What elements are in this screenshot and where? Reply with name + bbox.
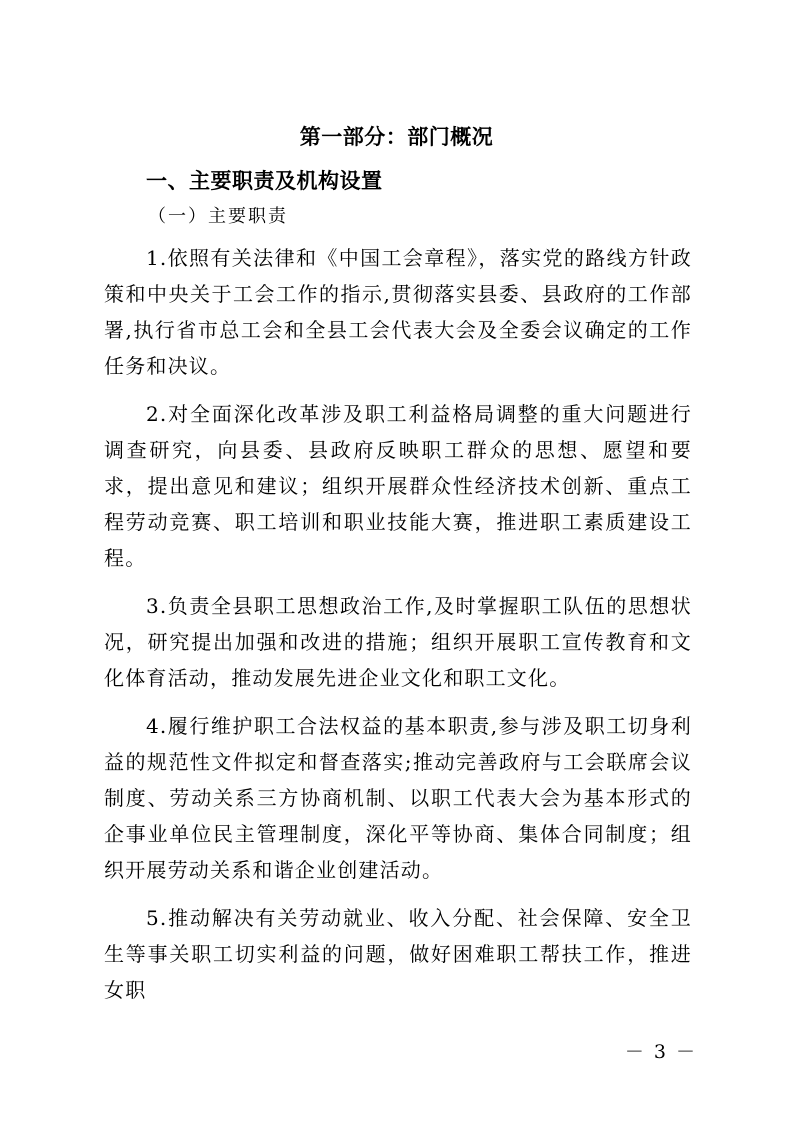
paragraph-1: 1.依照有关法律和《中国工会章程》，落实党的路线方针政策和中央关于工会工作的指示,贯彻落实县委、县政府的工作部署,执行省市总工会和全县工会代表大会及全委会议确定的工作任务和决议。 [104, 246, 692, 378]
section-heading: 一、主要职责及机构设置 [146, 169, 383, 193]
page-title: 第一部分：部门概况 [299, 125, 494, 149]
sub-heading: （一）主要职责 [148, 206, 288, 227]
paragraph-4: 4.履行维护职工合法权益的基本职责,参与涉及职工切身利益的规范性文件拟定和督查落实;推动完善政府与工会联席会议制度、劳动关系三方协商机制、以职工代表大会为基本形式的企事业单位民主管理制度，深化平等协商、集体合同制度；组织开展劳动关系和谐企业创建活动。 [104, 714, 692, 882]
body-text [104, 240, 692, 1020]
paragraph-3: 3.负责全县职工思想政治工作,及时掌握职工队伍的思想状况，研究提出加强和改进的措施；组织开展职工宣传教育和文化体育活动，推动发展先进企业文化和职工文化。 [104, 594, 692, 690]
paragraph-2: 2.对全面深化改革涉及职工利益格局调整的重大问题进行调查研究，向县委、县政府反映职工群众的思想、愿望和要求，提出意见和建议；组织开展群众性经济技术创新、重点工程劳动竞赛、职工培训和职业技能大赛，推进职工素质建设工程。 [104, 402, 692, 570]
paragraph-5: 5.推动解决有关劳动就业、收入分配、社会保障、安全卫生等事关职工切实利益的问题，做好困难职工帮扶工作，推进女职 [104, 906, 692, 1002]
page-number: － 3 － [624, 1041, 697, 1063]
